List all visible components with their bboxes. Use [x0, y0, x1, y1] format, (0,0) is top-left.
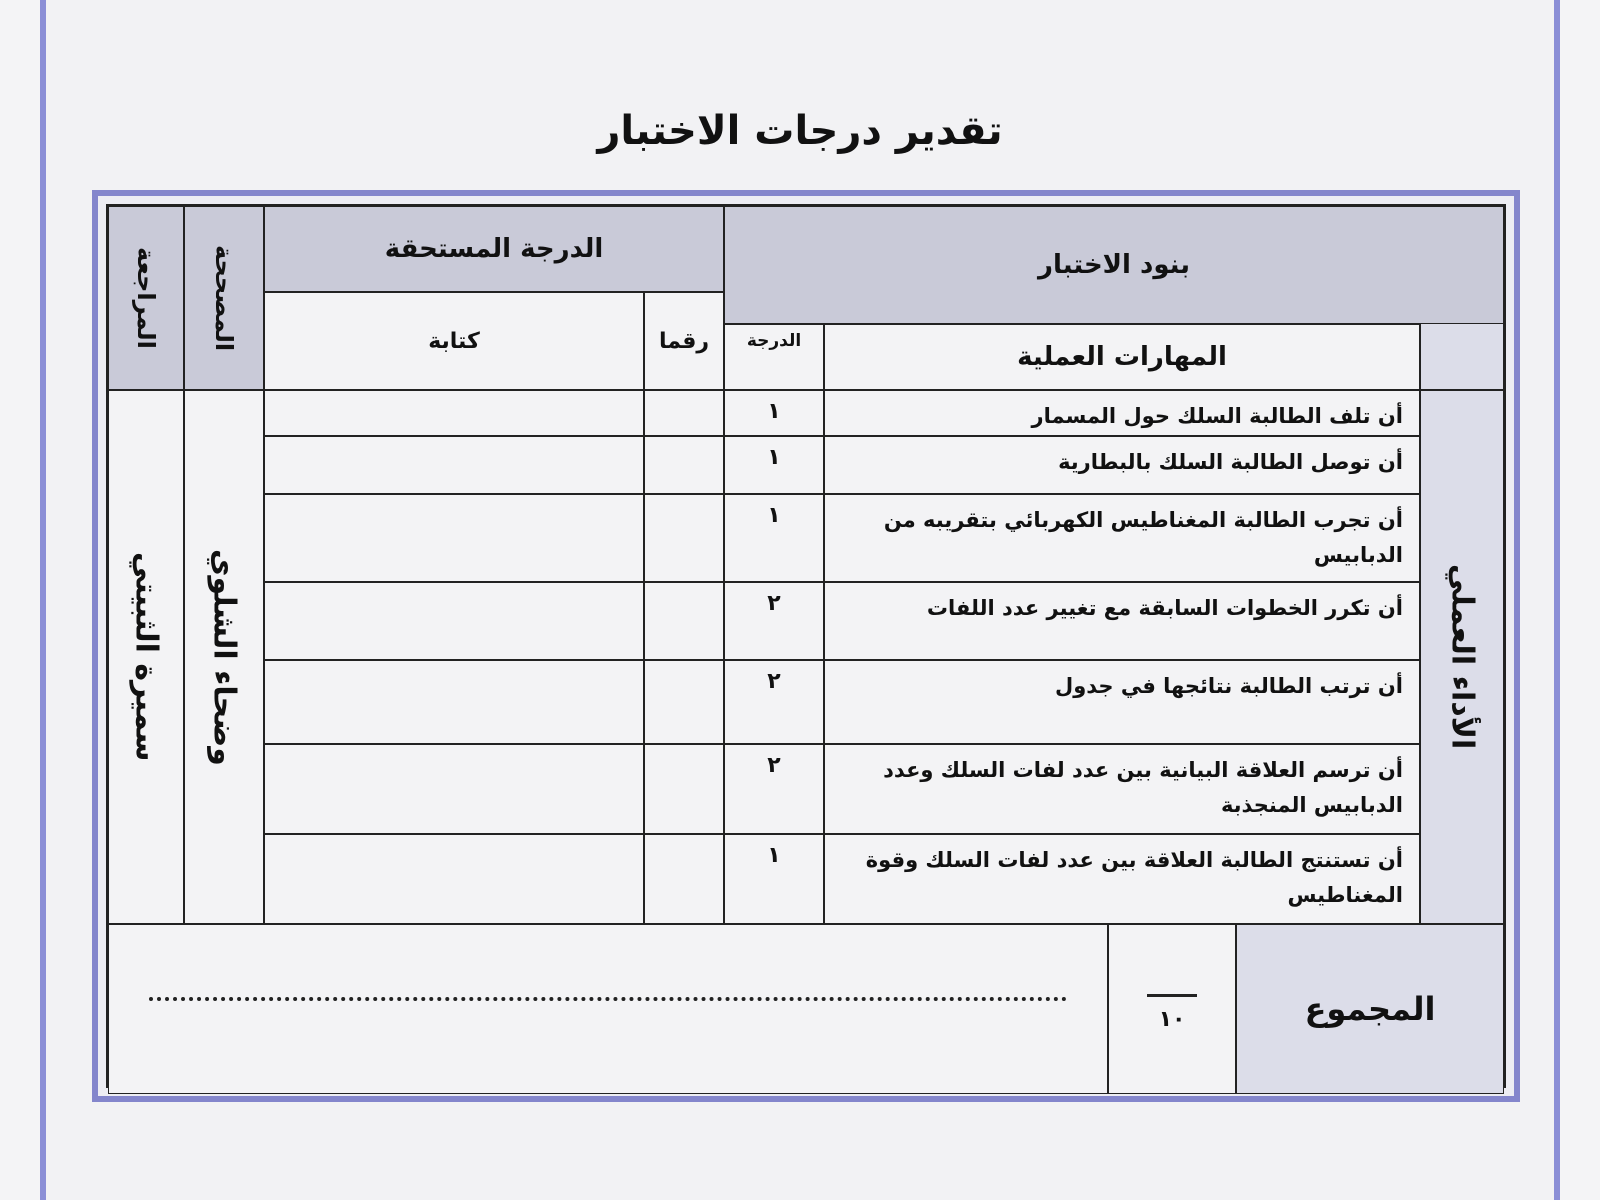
row-1-numbers[interactable]: [644, 390, 724, 436]
practical-skills-header: المهارات العملية: [824, 324, 1420, 390]
corrector-name: وضحاء الشلوي: [184, 390, 264, 924]
practical-performance-label: الأداء العملي: [1420, 390, 1504, 924]
row-2-words[interactable]: [264, 436, 644, 494]
grading-table-inner: [106, 204, 1506, 1088]
row-4-skill: أن تكرر الخطوات السابقة مع تغيير عدد اللفات: [824, 582, 1420, 660]
row-7-skill: أن تستنتج الطالبة العلاقة بين عدد لفات السلك وقوة المغناطيس: [824, 834, 1420, 924]
grade-header: الدرجة: [724, 324, 824, 390]
row-2-skill: أن توصل الطالبة السلك بالبطارية: [824, 436, 1420, 494]
row-7-numbers[interactable]: [644, 834, 724, 924]
test-items-header: بنود الاختبار: [724, 206, 1504, 324]
reviewer-header: المراجعة: [108, 206, 184, 390]
corrector-header: المصححة: [184, 206, 264, 390]
row-4-words[interactable]: [264, 582, 644, 660]
due-grade-header: الدرجة المستحقة: [264, 206, 724, 292]
row-3-words[interactable]: [264, 494, 644, 582]
row-5-numbers[interactable]: [644, 660, 724, 744]
row-5-skill: أن ترتب الطالبة نتائجها في جدول: [824, 660, 1420, 744]
row-5-words[interactable]: [264, 660, 644, 744]
row-6-numbers[interactable]: [644, 744, 724, 834]
row-4-numbers[interactable]: [644, 582, 724, 660]
row-3-grade: ١: [724, 494, 824, 582]
row-1-words[interactable]: [264, 390, 644, 436]
in-numbers-header: رقما: [644, 292, 724, 390]
total-written-field[interactable]: [108, 924, 1108, 1094]
row-6-grade: ٢: [724, 744, 824, 834]
total-value: ١٠: [1158, 1007, 1186, 1032]
dotted-line: [149, 997, 1067, 1001]
row-3-numbers[interactable]: [644, 494, 724, 582]
total-label-cell: المجموع: [1236, 924, 1504, 1094]
row-2-numbers[interactable]: [644, 436, 724, 494]
row-2-grade: ١: [724, 436, 824, 494]
row-6-words[interactable]: [264, 744, 644, 834]
row-7-words[interactable]: [264, 834, 644, 924]
grading-table: [92, 190, 1520, 1102]
page-title: تقدير درجات الاختبار: [597, 108, 1003, 154]
row-3-skill: أن تجرب الطالبة المغناطيس الكهربائي بتقريبه من الدبابيس: [824, 494, 1420, 582]
row-7-grade: ١: [724, 834, 824, 924]
row-1-skill: أن تلف الطالبة السلك حول المسمار: [824, 390, 1420, 436]
row-4-grade: ٢: [724, 582, 824, 660]
reviewer-name: سميرة الثبيتي: [108, 390, 184, 924]
row-1-grade: ١: [724, 390, 824, 436]
header-spacer: [1420, 324, 1504, 390]
row-5-grade: ٢: [724, 660, 824, 744]
in-words-header: كتابة: [264, 292, 644, 390]
fraction-bar: [1147, 994, 1197, 997]
row-6-skill: أن ترسم العلاقة البيانية بين عدد لفات السلك وعدد الدبابيس المنجذبة: [824, 744, 1420, 834]
total-value-cell: [1108, 924, 1236, 1094]
